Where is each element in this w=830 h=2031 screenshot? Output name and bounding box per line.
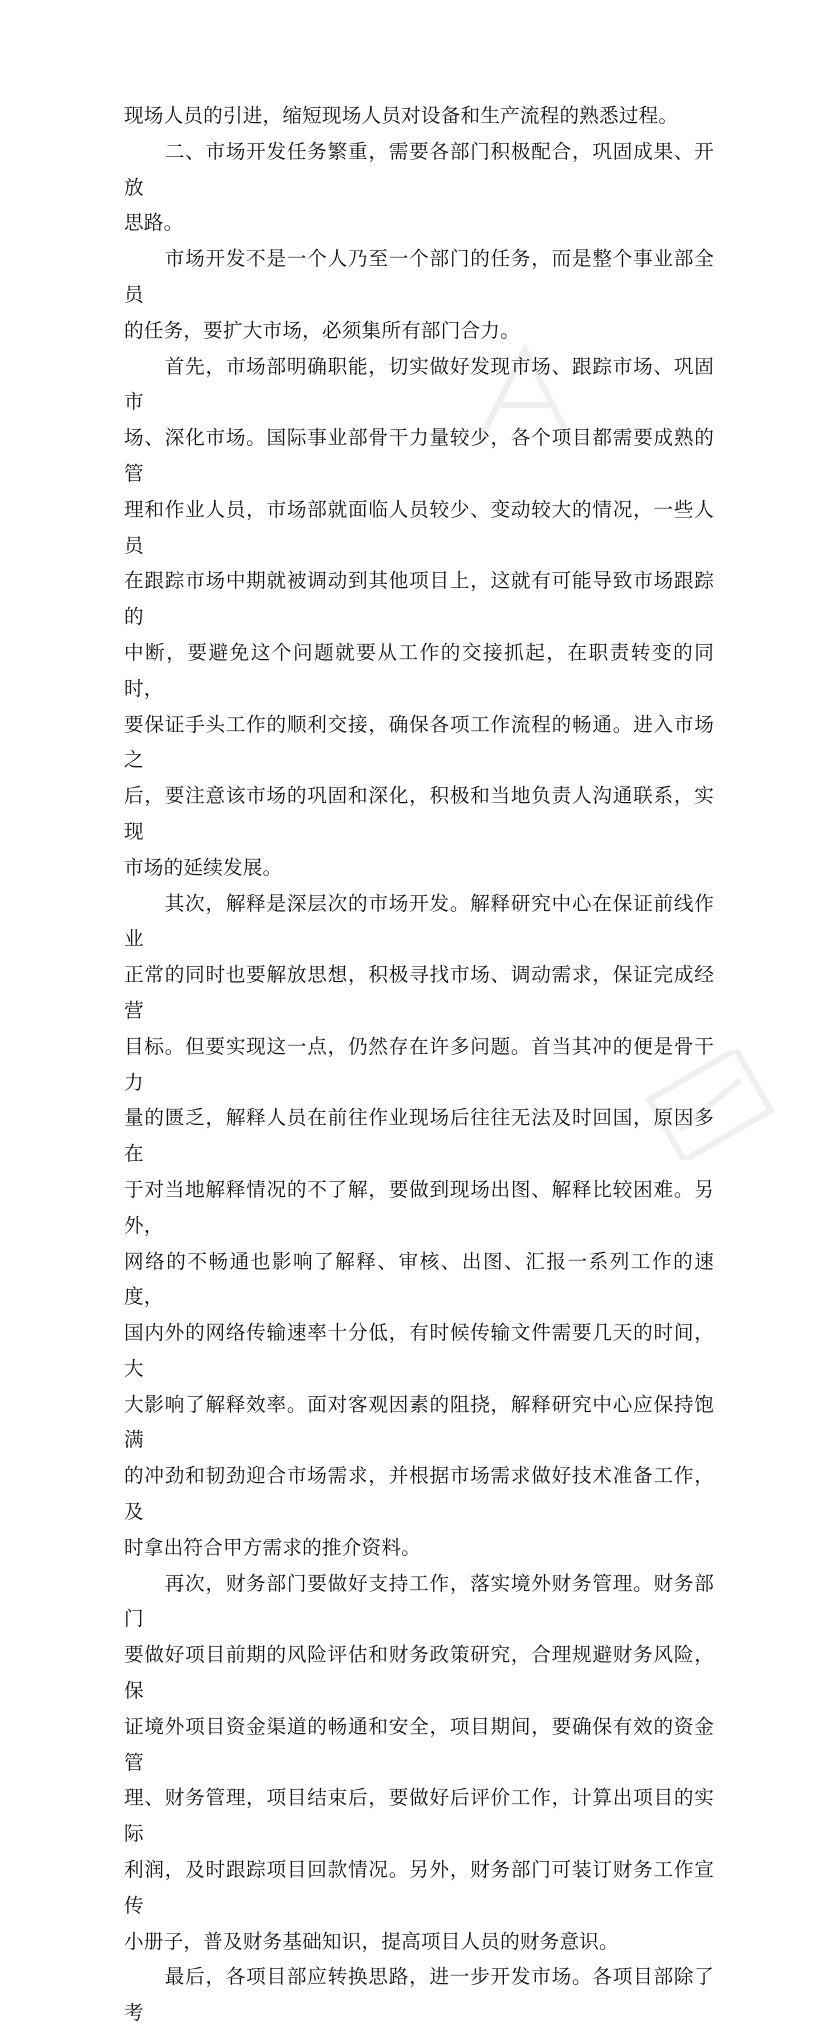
paragraph-section-two-heading: 二、市场开发任务繁重，需要各部门积极配合，巩固成果、开放 思路。 bbox=[124, 139, 714, 235]
paragraph-first-market-dept: 首先，市场部明确职能，切实做好发现市场、跟踪市场、巩固市 场、深化市场。国际事业部骨干力量较少，各个项目都需要成熟的管 理和作业人员，市场部就面临人员较少、变动较大的情况，一些人员 在跟踪市场中期就被调动到其他项目上，这就有可能导致市场跟踪的 中断，要避免这个问题就要从工作的交接抓起，在职责转变的同时， 要保证手头工作的顺利交接，确保各项工作流程的畅通。进入市场之 后，要注意该市场的巩固和深化，积极和当地负责人沟通联系，实现 市场的延续发展。 bbox=[124, 354, 714, 879]
paragraph-continuation: 现场人员的引进，缩短现场人员对设备和生产流程的熟悉过程。 bbox=[124, 104, 679, 127]
document-body bbox=[124, 98, 714, 2031]
paragraph-last-project-dept: 最后，各项目部应转换思路，进一步开发市场。各项目部除了考 bbox=[124, 1965, 714, 2025]
paragraph-second-interpretation: 其次，解释是深层次的市场开发。解释研究中心在保证前线作业 正常的同时也要解放思想，积极寻找市场、调动需求，保证完成经营 目标。但要实现这一点，仍然存在许多问题。首当其冲的便是骨干力 量的匮乏，解释人员在前往作业现场后往往无法及时回国，原因多在 于对当地解释情况的不了解，要做到现场出图、解释比较困难。另外， 网络的不畅通也影响了解释、审核、出图、汇报一系列工作的速度， 国内外的网络传输速率十分低，有时候传输文件需要几天的时间，大 大影响了解释效率。面对客观因素的阻挠，解释研究中心应保持饱满 的冲劲和韧劲迎合市场需求，并根据市场需求做好技术准备工作，及 时拿出符合甲方需求的推介资料。 bbox=[124, 891, 714, 1559]
paragraph-third-finance: 再次，财务部门要做好支持工作，落实境外财务管理。财务部门 要做好项目前期的风险评估和财务政策研究，合理规避财务风险，保 证境外项目资金渠道的畅通和安全，项目期间，要确保有效的资金管 理、财务管理，项目结束后，要做好后评价工作，计算出项目的实际 利润，及时跟踪项目回款情况。另外，财务部门可装订财务工作宣传 小册子，普及财务基础知识，提高项目人员的财务意识。 bbox=[124, 1571, 714, 1953]
paragraph-market-task: 市场开发不是一个人乃至一个部门的任务，而是整个事业部全员 的任务，要扩大市场，必须集所有部门合力。 bbox=[124, 247, 714, 342]
